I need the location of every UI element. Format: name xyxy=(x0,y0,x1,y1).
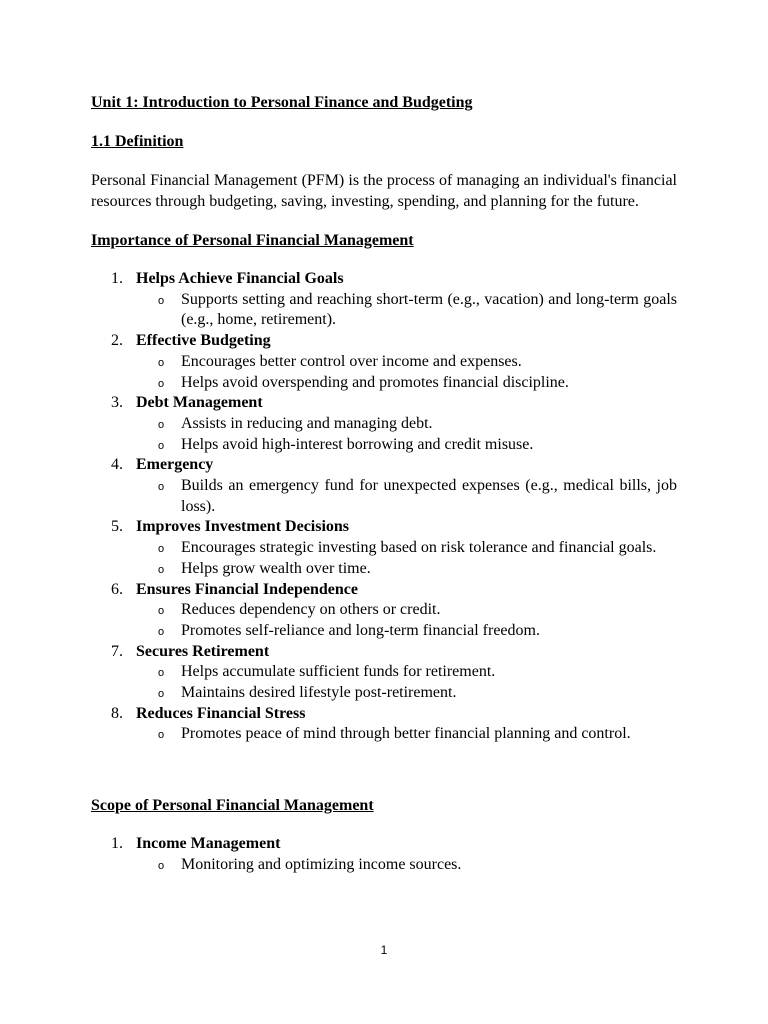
sub-list-item xyxy=(136,414,677,435)
hollow-bullet-icon: o xyxy=(158,481,165,494)
list-item-title: Emergency xyxy=(136,456,214,474)
unit-title: Unit 1: Introduction to Personal Finance and Budgeting xyxy=(91,94,473,111)
list-item-title: Debt Management xyxy=(136,394,263,412)
sub-list-item-text: Reduces dependency on others or credit. xyxy=(181,601,441,619)
list-item xyxy=(91,580,677,642)
sub-list-item xyxy=(136,435,677,456)
sub-list-item xyxy=(136,290,677,331)
sub-list-item xyxy=(136,373,677,394)
list-item-title: Ensures Financial Independence xyxy=(136,580,358,598)
hollow-bullet-icon: o xyxy=(158,356,165,369)
hollow-bullet-icon: o xyxy=(158,605,165,618)
hollow-bullet-icon: o xyxy=(158,688,165,701)
hollow-bullet-icon: o xyxy=(158,543,165,556)
sub-list-item xyxy=(136,476,677,517)
list-item-title: Income Management xyxy=(136,835,281,853)
sub-list-item-text: Builds an emergency fund for unexpected expenses (e.g., medical bills, job loss). xyxy=(181,477,677,515)
list-item xyxy=(91,834,677,875)
list-item xyxy=(91,331,677,393)
sub-list-item-text: Helps avoid high-interest borrowing and credit misuse. xyxy=(181,435,534,453)
sub-list-item-text: Helps accumulate sufficient funds for retirement. xyxy=(181,663,496,681)
list-item xyxy=(91,517,677,579)
list-number: 4. xyxy=(111,456,123,474)
sub-list-item xyxy=(136,559,677,580)
hollow-bullet-icon: o xyxy=(158,418,165,431)
list-number: 2. xyxy=(111,332,123,350)
sub-list-item xyxy=(136,538,677,559)
hollow-bullet-icon: o xyxy=(158,729,165,742)
importance-list xyxy=(91,269,677,745)
definition-paragraph: Personal Financial Management (PFM) is the process of managing an individual's financial resources through budgeting, saving, investing, spending, and planning for the future. xyxy=(91,172,677,210)
hollow-bullet-icon: o xyxy=(158,625,165,638)
sub-list-item-text: Helps grow wealth over time. xyxy=(181,559,371,577)
sub-list-item-text: Helps avoid overspending and promotes financial discipline. xyxy=(181,373,569,391)
sub-list-item-text: Encourages better control over income and expenses. xyxy=(181,352,522,370)
list-item xyxy=(91,642,677,704)
page-content xyxy=(91,92,677,876)
sub-list xyxy=(136,724,677,745)
sub-list-item-text: Supports setting and reaching short-term (e.g., vacation) and long-term goals (e.g., home, retirement). xyxy=(181,290,677,329)
list-number: 5. xyxy=(111,518,123,536)
sub-list xyxy=(136,352,677,393)
sub-list-item xyxy=(136,662,677,683)
section-spacer xyxy=(91,745,677,795)
hollow-bullet-icon: o xyxy=(158,667,165,680)
hollow-bullet-icon: o xyxy=(158,294,165,307)
list-number: 1. xyxy=(111,270,123,287)
sub-list-item-text: Assists in reducing and managing debt. xyxy=(181,414,433,432)
sub-list-item-text: Promotes self-reliance and long-term financial freedom. xyxy=(181,621,540,639)
list-item-title: Helps Achieve Financial Goals xyxy=(136,270,344,287)
list-item xyxy=(91,269,677,331)
sub-list xyxy=(136,855,677,876)
list-item-title: Improves Investment Decisions xyxy=(136,518,350,536)
list-number: 6. xyxy=(111,580,123,598)
page-number: 1 xyxy=(380,943,388,957)
sub-list-item-text: Encourages strategic investing based on risk tolerance and financial goals. xyxy=(181,539,657,557)
hollow-bullet-icon: o xyxy=(158,859,165,872)
list-item xyxy=(91,704,677,745)
sub-list xyxy=(136,414,677,455)
scope-heading: Scope of Personal Financial Management xyxy=(91,797,374,815)
sub-list xyxy=(136,476,677,517)
list-item-title: Reduces Financial Stress xyxy=(136,704,306,722)
sub-list-item xyxy=(136,724,677,745)
sub-list xyxy=(136,538,677,579)
list-number: 7. xyxy=(111,642,123,660)
definition-heading: 1.1 Definition xyxy=(91,133,184,150)
sub-list-item xyxy=(136,352,677,373)
sub-list-item xyxy=(136,621,677,642)
sub-list-item xyxy=(136,600,677,621)
sub-list xyxy=(136,290,677,331)
sub-list-item-text: Promotes peace of mind through better financial planning and control. xyxy=(181,725,631,743)
sub-list xyxy=(136,600,677,641)
sub-list-item-text: Monitoring and optimizing income sources. xyxy=(181,855,462,873)
sub-list-item xyxy=(136,855,677,876)
hollow-bullet-icon: o xyxy=(158,439,165,452)
list-item xyxy=(91,455,677,517)
hollow-bullet-icon: o xyxy=(158,563,165,576)
list-number: 1. xyxy=(111,835,123,853)
scope-list xyxy=(91,834,677,875)
list-item-title: Secures Retirement xyxy=(136,642,270,660)
sub-list-item xyxy=(136,683,677,704)
list-number: 8. xyxy=(111,704,123,722)
importance-heading: Importance of Personal Financial Management xyxy=(91,232,414,249)
list-item xyxy=(91,393,677,455)
sub-list xyxy=(136,662,677,703)
list-number: 3. xyxy=(111,394,123,412)
sub-list-item-text: Maintains desired lifestyle post-retirement. xyxy=(181,684,457,702)
hollow-bullet-icon: o xyxy=(158,377,165,390)
list-item-title: Effective Budgeting xyxy=(136,332,271,350)
